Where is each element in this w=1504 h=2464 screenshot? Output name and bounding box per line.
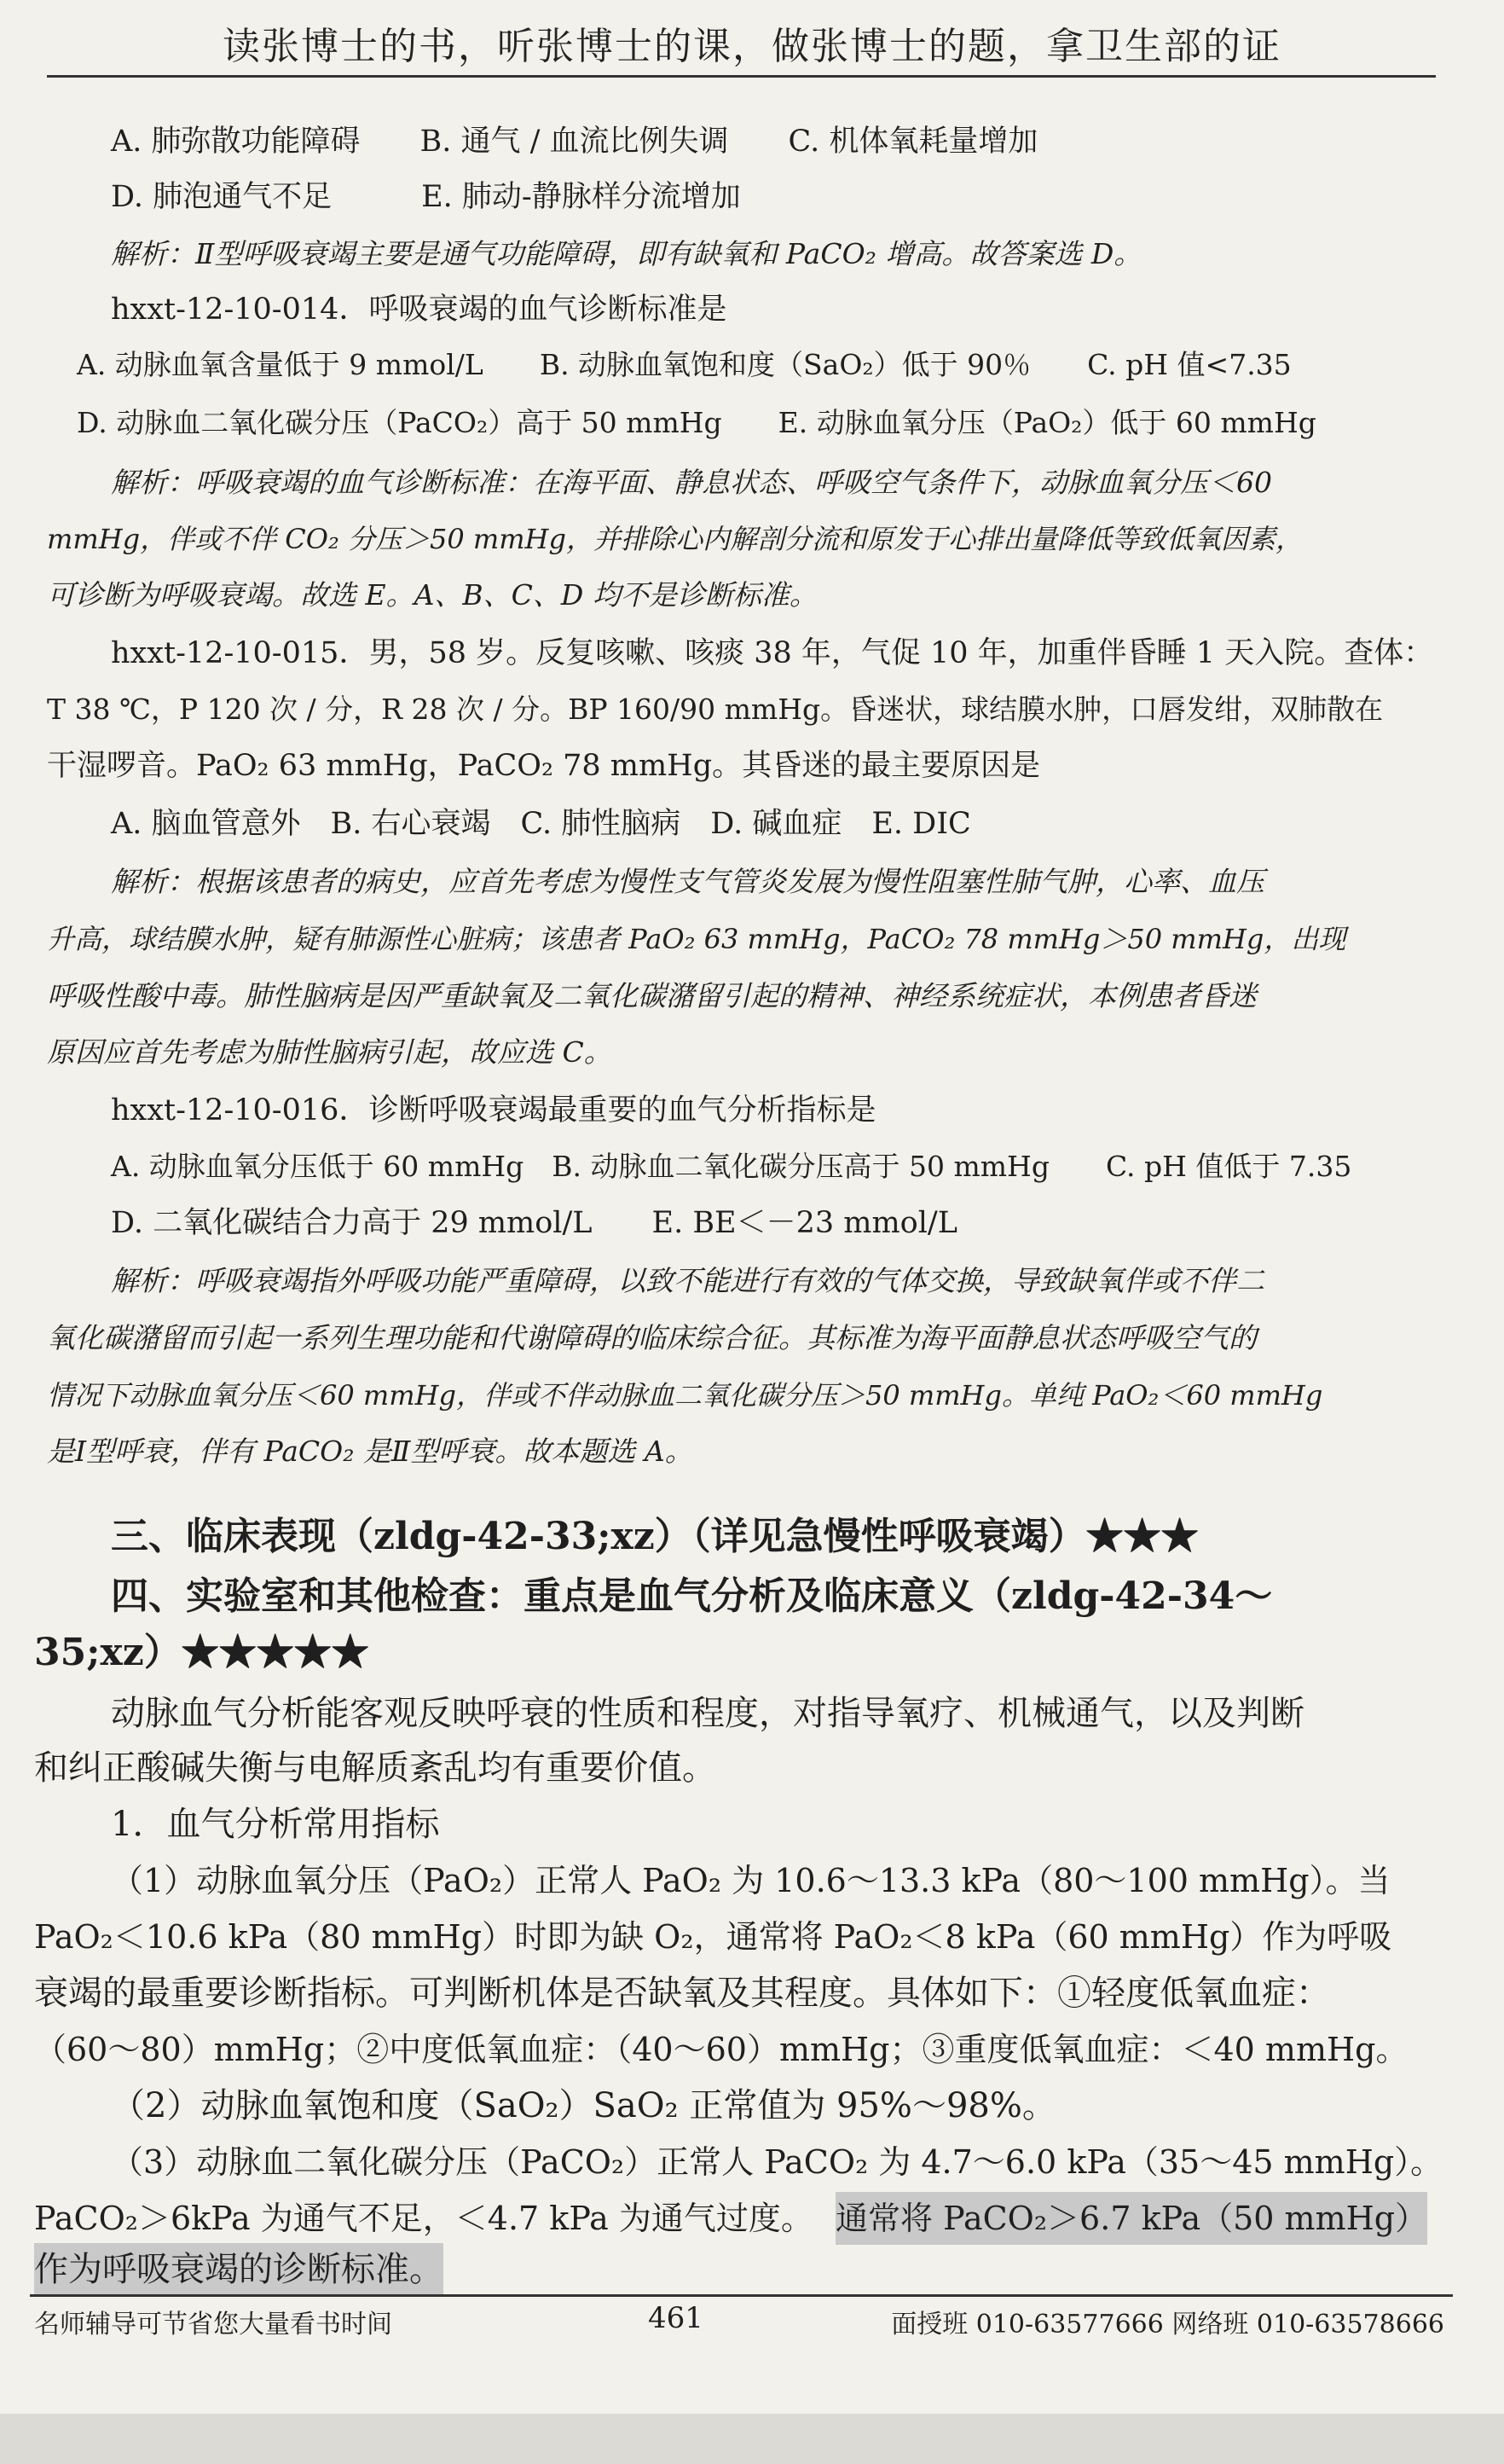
question-line: hxxt-12-10-015．男，58 岁。反复咳嗽、咳痰 38 年，气促 10 年，加重伴昏睡 1 天入院。查体： [111,636,1434,670]
option-line: A. 肺弥散功能障碍 B. 通气 / 血流比例失调 C. 机体氧耗量增加 [111,125,1038,159]
analysis-line: 情况下动脉血氧分压＜60 mmHg，伴或不伴动脉血二氧化碳分压＞50 mmHg。单纯 PaO₂＜60 mmHg [47,1379,1323,1412]
analysis-line: 解析：根据该患者的病史，应首先考虑为慢性支气管炎发展为慢性阻塞性肺气肿，心率、血压 [111,865,1264,898]
body-line: （60～80）mmHg；②中度低氧血症：（40～60）mmHg；③重度低氧血症：＜40 mmHg。 [34,2031,1409,2068]
body-line: PaO₂＜10.6 kPa（80 mmHg）时即为缺 O₂，通常将 PaO₂＜8 kPa（60 mmHg）作为呼吸 [34,1918,1392,1956]
analysis-line: 解析：呼吸衰竭的血气诊断标准：在海平面、静息状态、呼吸空气条件下，动脉血氧分压＜60 [111,466,1272,499]
option-line: A. 脑血管意外 B. 右心衰竭 C. 肺性脑病 D. 碱血症 E. DIC [111,807,971,841]
option-line: D. 动脉血二氧化碳分压（PaCO₂）高于 50 mmHg E. 动脉血氧分压（PaO₂）低于 60 mmHg [77,406,1316,439]
question-line: hxxt-12-10-014．呼吸衰竭的血气诊断标准是 [111,293,727,327]
body-line: PaCO₂＞6kPa 为通气不足，＜4.7 kPa 为通气过度。 [34,2200,813,2237]
header-rule [47,75,1436,78]
analysis-line: 升高，球结膜水肿，疑有肺源性心脏病；该患者 PaO₂ 63 mmHg，PaCO₂ 78 mmHg＞50 mmHg，出现 [47,923,1346,955]
section-heading: 三、临床表现（zldg-42-33;xz）（详见急慢性呼吸衰竭）★★★ [111,1515,1199,1558]
body-line: （2）动脉血氧饱和度（SaO₂）SaO₂ 正常值为 95%～98%。 [111,2086,1056,2125]
body-line: 动脉血气分析能客观反映呼衰的性质和程度，对指导氧疗、机械通气，以及判断 [111,1694,1304,1733]
body-subheading: 1．血气分析常用指标 [111,1805,440,1844]
option-line: D. 二氧化碳结合力高于 29 mmol/L E. BE＜－23 mmol/L [111,1206,957,1240]
footer-rule [30,2294,1453,2297]
analysis-line: 原因应首先考虑为肺性脑病引起，故应选 C。 [47,1035,612,1069]
page-footer [34,2303,1444,2345]
analysis-line: mmHg，伴或不伴 CO₂ 分压＞50 mmHg，并排除心内解剖分流和原发于心排出量降低等致低氧因素， [47,523,1303,555]
highlighted-text: 作为呼吸衰竭的诊断标准。 [34,2243,443,2296]
analysis-line: 呼吸性酸中毒。肺性脑病是因严重缺氧及二氧化碳潴留引起的精神、神经系统症状，本例患者昏迷 [47,979,1257,1012]
analysis-line: 解析：Ⅱ型呼吸衰竭主要是通气功能障碍，即有缺氧和 PaCO₂ 增高。故答案选 D。 [111,237,1142,270]
scan-edge [0,2414,1504,2464]
body-line: 和纠正酸碱失衡与电解质紊乱均有重要价值。 [34,1748,716,1788]
analysis-line: 解析：呼吸衰竭指外呼吸功能严重障碍，以致不能进行有效的气体交换，导致缺氧伴或不伴二 [111,1264,1264,1297]
section-heading: 四、实验室和其他检查：重点是血气分析及临床意义（zldg-42-34～ [111,1574,1273,1618]
footer-contact: 面授班 010-63577666 网络班 010-63578666 [891,2310,1444,2339]
page-number: 461 [648,2301,703,2335]
analysis-line: 是Ⅰ型呼衰，伴有 PaCO₂ 是Ⅱ型呼衰。故本题选 A。 [47,1435,693,1468]
analysis-line: 氧化碳潴留而引起一系列生理功能和代谢障碍的临床综合征。其标准为海平面静息状态呼吸空气的 [47,1321,1257,1354]
option-line: D. 肺泡通气不足 E. 肺动-静脉样分流增加 [111,180,741,214]
question-line: hxxt-12-10-016．诊断呼吸衰竭最重要的血气分析指标是 [111,1093,876,1128]
body-line: 衰竭的最重要诊断指标。可判断机体是否缺氧及其程度。具体如下：①轻度低氧血症： [34,1974,1330,2013]
option-line: A. 动脉血氧分压低于 60 mmHg B. 动脉血二氧化碳分压高于 50 mmHg C. pH 值低于 7.35 [111,1150,1352,1183]
body-line: （1）动脉血氧分压（PaO₂）正常人 PaO₂ 为 10.6～13.3 kPa（80～100 mmHg）。当 [111,1862,1391,1899]
option-line: A. 动脉血氧含量低于 9 mmol/L B. 动脉血氧饱和度（SaO₂）低于 90％ C. pH 值<7.35 [77,348,1292,381]
section-heading: 35;xz）★★★★★ [34,1631,369,1674]
footer-slogan: 名师辅导可节省您大量看书时间 [34,2310,392,2339]
analysis-line: 可诊断为呼吸衰竭。故选 E。A、B、C、D 均不是诊断标准。 [47,578,818,612]
body-line: （3）动脉血二氧化碳分压（PaCO₂）正常人 PaCO₂ 为 4.7～6.0 kPa（35～45 mmHg）。 [111,2143,1443,2181]
question-line: 干湿啰音。PaO₂ 63 mmHg，PaCO₂ 78 mmHg。其昏迷的最主要原因是 [47,749,1041,783]
question-line: T 38 ℃，P 120 次 / 分，R 28 次 / 分。BP 160/90 mmHg。昏迷状，球结膜水肿，口唇发绀，双肺散在 [47,693,1384,726]
page-header: 读张博士的书，听张博士的课，做张博士的题，拿卫生部的证 [223,25,1281,68]
highlighted-text: 通常将 PaCO₂＞6.7 kPa（50 mmHg） [836,2192,1427,2245]
